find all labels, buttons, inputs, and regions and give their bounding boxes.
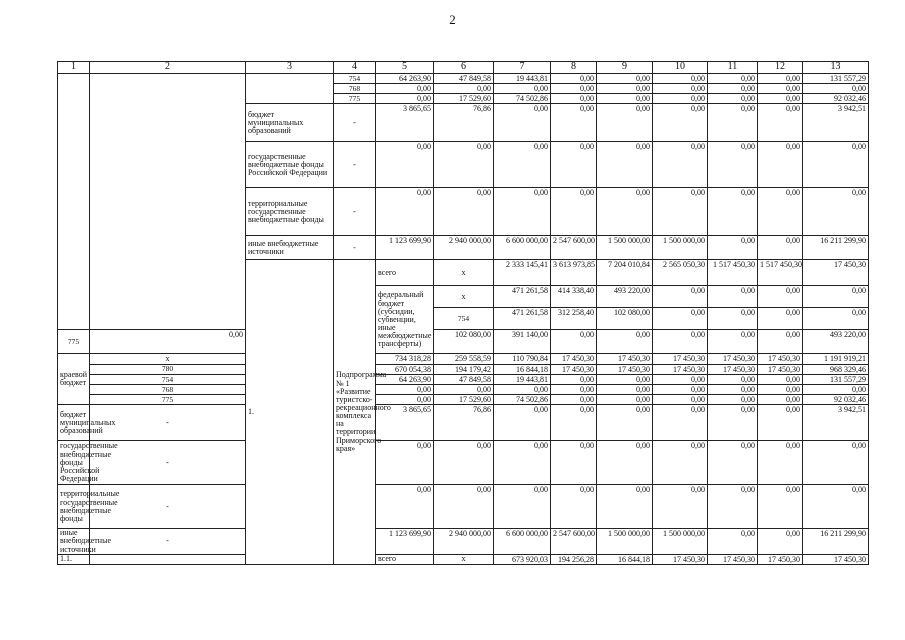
amount-cell: 0,00	[803, 308, 869, 330]
amount-cell: 0,00	[758, 104, 803, 142]
header-col-2: 2	[90, 62, 246, 74]
amount-cell: 3 942,51	[803, 104, 869, 142]
amount-cell: 0,00	[758, 395, 803, 405]
amount-cell: 312 258,40	[551, 308, 597, 330]
header-row	[58, 62, 869, 74]
budget-code-cell: 768	[90, 384, 246, 394]
budget-code-cell: -	[334, 236, 376, 260]
source-label-cell: территориальные государственные внебюджетные фонды	[246, 188, 334, 236]
table-row	[58, 330, 869, 354]
amount-cell: 0,00	[551, 330, 597, 354]
amount-cell: 17 450,30	[597, 354, 653, 364]
budget-table	[57, 61, 869, 565]
amount-cell: 76,86	[434, 104, 494, 142]
amount-cell: 0,00	[597, 405, 653, 441]
table-row	[58, 554, 869, 564]
header-col-6: 6	[434, 62, 494, 74]
amount-cell: 194 256,28	[551, 554, 597, 564]
amount-cell: 0,00	[708, 374, 758, 384]
header-col-1: 1	[58, 62, 90, 74]
amount-cell: 1 517 450,30	[758, 260, 803, 286]
header-col-10: 10	[653, 62, 708, 74]
amount-cell: 0,00	[653, 441, 708, 485]
amount-cell: 734 318,28	[376, 354, 434, 364]
table-row	[58, 354, 869, 364]
amount-cell: 0,00	[597, 104, 653, 142]
amount-cell: 0,00	[708, 308, 758, 330]
amount-cell: 493 220,00	[803, 330, 869, 354]
page-number: 2	[449, 12, 456, 27]
amount-cell: 1 191 919,21	[803, 354, 869, 364]
amount-cell: 102 080,00	[434, 330, 494, 354]
amount-cell: 0,00	[653, 74, 708, 84]
amount-cell: 0,00	[494, 441, 551, 485]
amount-cell: 0,00	[758, 330, 803, 354]
budget-code-cell: x	[90, 354, 246, 364]
amount-cell: 0,00	[551, 188, 597, 236]
amount-cell: 0,00	[597, 395, 653, 405]
amount-cell: 1 500 000,00	[653, 529, 708, 554]
amount-cell: 0,00	[708, 405, 758, 441]
amount-cell: 1 123 699,90	[376, 529, 434, 554]
amount-cell: 0,00	[653, 286, 708, 308]
amount-cell: 0,00	[708, 485, 758, 529]
amount-cell: 3 865,65	[376, 104, 434, 142]
amount-cell: 2 565 050,30	[653, 260, 708, 286]
amount-cell: 6 600 000,00	[494, 236, 551, 260]
budget-code-cell: 768	[334, 84, 376, 94]
amount-cell: 19 443,81	[494, 74, 551, 84]
amount-cell: 471 261,58	[494, 308, 551, 330]
amount-cell: 0,00	[597, 94, 653, 104]
amount-cell: 0,00	[708, 395, 758, 405]
amount-cell: 968 329,46	[803, 364, 869, 374]
amount-cell: 0,00	[434, 441, 494, 485]
program-number-cell: 1.	[246, 260, 334, 564]
budget-code-cell: x	[434, 286, 494, 308]
amount-cell: 64 263,90	[376, 374, 434, 384]
amount-cell: 19 443,81	[494, 374, 551, 384]
amount-cell: 0,00	[551, 374, 597, 384]
budget-code-cell: x	[434, 554, 494, 564]
amount-cell: 414 338,40	[551, 286, 597, 308]
amount-cell: 0,00	[653, 104, 708, 142]
source-label-cell: иные внебюджетные источники	[246, 236, 334, 260]
budget-code-cell: 775	[90, 395, 246, 405]
amount-cell: 0,00	[90, 330, 246, 354]
amount-cell: 102 080,00	[597, 308, 653, 330]
amount-cell: 0,00	[376, 395, 434, 405]
table-row	[58, 74, 869, 84]
amount-cell: 16 211 299,90	[803, 529, 869, 554]
amount-cell: 0,00	[376, 84, 434, 94]
table-row	[58, 485, 869, 529]
amount-cell: 0,00	[758, 485, 803, 529]
amount-cell: 17 529,60	[434, 395, 494, 405]
amount-cell: 1 517 450,30	[708, 260, 758, 286]
amount-cell: 0,00	[758, 529, 803, 554]
amount-cell: 0,00	[758, 94, 803, 104]
amount-cell: 0,00	[494, 188, 551, 236]
amount-cell: 17 450,30	[551, 364, 597, 374]
amount-cell: 0,00	[708, 236, 758, 260]
item-name-cell	[90, 74, 246, 330]
table-row	[58, 441, 869, 485]
amount-cell: 7 204 010,84	[597, 260, 653, 286]
amount-cell: 0,00	[758, 384, 803, 394]
amount-cell: 17 450,30	[708, 364, 758, 374]
amount-cell: 0,00	[653, 395, 708, 405]
amount-cell: 0,00	[708, 286, 758, 308]
amount-cell: 17 450,30	[653, 354, 708, 364]
amount-cell: 0,00	[653, 142, 708, 188]
budget-code-cell: -	[334, 188, 376, 236]
table-row	[58, 364, 869, 374]
table-row	[58, 529, 869, 554]
amount-cell: 0,00	[597, 84, 653, 94]
amount-cell: 0,00	[758, 405, 803, 441]
amount-cell: 0,00	[597, 330, 653, 354]
amount-cell: 17 450,30	[653, 554, 708, 564]
amount-cell: 0,00	[597, 374, 653, 384]
amount-cell: 2 547 600,00	[551, 529, 597, 554]
table-row	[58, 405, 869, 441]
amount-cell: 16 211 299,90	[803, 236, 869, 260]
budget-code-cell: -	[90, 405, 246, 441]
amount-cell: 0,00	[758, 188, 803, 236]
amount-cell: 0,00	[758, 142, 803, 188]
budget-code-cell: -	[90, 485, 246, 529]
amount-cell: 0,00	[758, 286, 803, 308]
budget-code-cell: -	[90, 441, 246, 485]
amount-cell: 0,00	[708, 188, 758, 236]
amount-cell: 673 920,03	[494, 554, 551, 564]
header-col-7: 7	[494, 62, 551, 74]
amount-cell: 3 942,51	[803, 405, 869, 441]
amount-cell: 0,00	[803, 84, 869, 94]
amount-cell: 17 450,30	[708, 354, 758, 364]
amount-cell: 1 500 000,00	[653, 236, 708, 260]
amount-cell: 0,00	[597, 485, 653, 529]
budget-code-cell: 780	[90, 364, 246, 374]
amount-cell: 493 220,00	[597, 286, 653, 308]
amount-cell: 131 557,29	[803, 74, 869, 84]
amount-cell: 17 450,30	[803, 554, 869, 564]
amount-cell: 0,00	[597, 142, 653, 188]
amount-cell: 0,00	[708, 330, 758, 354]
amount-cell: 0,00	[551, 84, 597, 94]
header-col-4: 4	[334, 62, 376, 74]
source-label-cell: всего	[376, 260, 434, 286]
amount-cell: 2 333 145,41	[494, 260, 551, 286]
amount-cell: 92 032,46	[803, 395, 869, 405]
table-row	[58, 374, 869, 384]
amount-cell: 0,00	[708, 529, 758, 554]
amount-cell: 76,86	[434, 405, 494, 441]
amount-cell: 3 613 973,85	[551, 260, 597, 286]
budget-code-cell: 754	[434, 308, 494, 330]
amount-cell: 1 500 000,00	[597, 529, 653, 554]
amount-cell: 17 450,30	[803, 260, 869, 286]
amount-cell: 471 261,58	[494, 286, 551, 308]
amount-cell: 0,00	[708, 74, 758, 84]
source-label-cell: всего	[376, 554, 434, 564]
amount-cell: 0,00	[597, 384, 653, 394]
source-label-cell: бюджет муниципальных образований	[246, 104, 334, 142]
source-label-cell: федеральный бюджет (субсидии, субвенции, иные межбюджетные трансферты)	[376, 286, 434, 354]
header-col-13: 13	[803, 62, 869, 74]
amount-cell: 0,00	[551, 74, 597, 84]
amount-cell: 0,00	[494, 405, 551, 441]
amount-cell: 0,00	[376, 384, 434, 394]
amount-cell: 0,00	[803, 485, 869, 529]
amount-cell: 0,00	[803, 441, 869, 485]
budget-code-cell: -	[334, 104, 376, 142]
amount-cell: 0,00	[803, 188, 869, 236]
amount-cell: 64 263,90	[376, 74, 434, 84]
amount-cell: 17 450,30	[708, 554, 758, 564]
amount-cell: 0,00	[376, 441, 434, 485]
amount-cell: 0,00	[376, 188, 434, 236]
amount-cell: 0,00	[597, 74, 653, 84]
header-col-3: 3	[246, 62, 334, 74]
budget-code-cell: x	[434, 260, 494, 286]
source-label-cell: краевой бюджет	[58, 354, 90, 405]
amount-cell: 17 450,30	[758, 354, 803, 364]
amount-cell: 0,00	[708, 441, 758, 485]
amount-cell: 0,00	[434, 485, 494, 529]
amount-cell: 131 557,29	[803, 374, 869, 384]
amount-cell: 0,00	[551, 395, 597, 405]
amount-cell: 0,00	[708, 104, 758, 142]
amount-cell: 0,00	[653, 94, 708, 104]
amount-cell: 0,00	[551, 441, 597, 485]
amount-cell: 0,00	[551, 142, 597, 188]
budget-code-cell: -	[90, 529, 246, 554]
amount-cell: 0,00	[758, 308, 803, 330]
amount-cell: 0,00	[434, 142, 494, 188]
amount-cell: 0,00	[708, 384, 758, 394]
table-row	[58, 395, 869, 405]
amount-cell: 0,00	[758, 236, 803, 260]
amount-cell: 17 450,30	[653, 364, 708, 374]
amount-cell: 0,00	[708, 142, 758, 188]
amount-cell: 17 450,30	[758, 554, 803, 564]
amount-cell: 0,00	[653, 84, 708, 94]
amount-cell: 0,00	[434, 188, 494, 236]
amount-cell: 0,00	[653, 485, 708, 529]
amount-cell: 74 502,86	[494, 395, 551, 405]
source-label-cell: государственные внебюджетные фонды Российской Федерации	[246, 142, 334, 188]
table-row	[58, 384, 869, 394]
item-name-cell	[90, 554, 246, 564]
amount-cell: 0,00	[494, 384, 551, 394]
amount-cell: 0,00	[551, 94, 597, 104]
amount-cell: 0,00	[653, 308, 708, 330]
amount-cell: 0,00	[758, 374, 803, 384]
amount-cell: 194 179,42	[434, 364, 494, 374]
program-name-cell: Подпрограмма № 1 «Развитие туристско-рекреационного комплекса на территории Приморского края»	[334, 260, 376, 564]
amount-cell: 47 849,58	[434, 374, 494, 384]
budget-code-cell: 775	[58, 330, 90, 354]
amount-cell: 0,00	[758, 441, 803, 485]
amount-cell: 0,00	[708, 94, 758, 104]
amount-cell: 0,00	[494, 142, 551, 188]
amount-cell: 0,00	[708, 84, 758, 94]
amount-cell: 0,00	[434, 384, 494, 394]
amount-cell: 0,00	[653, 405, 708, 441]
amount-cell: 1 123 699,90	[376, 236, 434, 260]
amount-cell: 0,00	[653, 188, 708, 236]
header-col-5: 5	[376, 62, 434, 74]
amount-cell: 0,00	[803, 142, 869, 188]
budget-code-cell: -	[334, 142, 376, 188]
amount-cell: 16 844,18	[597, 554, 653, 564]
amount-cell: 391 140,00	[494, 330, 551, 354]
amount-cell: 0,00	[434, 84, 494, 94]
amount-cell: 0,00	[494, 485, 551, 529]
source-label-cell	[246, 74, 334, 104]
amount-cell: 0,00	[376, 485, 434, 529]
amount-cell: 670 054,38	[376, 364, 434, 374]
amount-cell: 0,00	[597, 441, 653, 485]
amount-cell: 0,00	[758, 84, 803, 94]
amount-cell: 0,00	[803, 286, 869, 308]
amount-cell: 17 450,30	[758, 364, 803, 374]
amount-cell: 1 500 000,00	[597, 236, 653, 260]
amount-cell: 2 940 000,00	[434, 236, 494, 260]
amount-cell: 0,00	[551, 104, 597, 142]
amount-cell: 0,00	[494, 104, 551, 142]
source-label-cell: бюджет муниципальных образований	[58, 405, 90, 441]
amount-cell: 110 790,84	[494, 354, 551, 364]
amount-cell: 0,00	[758, 74, 803, 84]
amount-cell: 0,00	[494, 84, 551, 94]
amount-cell: 92 032,46	[803, 94, 869, 104]
amount-cell: 6 600 000,00	[494, 529, 551, 554]
amount-cell: 2 940 000,00	[434, 529, 494, 554]
amount-cell: 0,00	[653, 374, 708, 384]
amount-cell: 17 450,30	[597, 364, 653, 374]
amount-cell: 0,00	[376, 94, 434, 104]
amount-cell: 259 558,59	[434, 354, 494, 364]
header-col-8: 8	[551, 62, 597, 74]
amount-cell: 0,00	[376, 142, 434, 188]
amount-cell: 0,00	[653, 384, 708, 394]
source-label-cell: иные внебюджетные источники	[58, 529, 90, 554]
amount-cell: 0,00	[551, 384, 597, 394]
amount-cell: 17 529,60	[434, 94, 494, 104]
budget-code-cell: 775	[334, 94, 376, 104]
header-col-12: 12	[758, 62, 803, 74]
amount-cell: 0,00	[653, 330, 708, 354]
source-label-cell: государственные внебюджетные фонды Российской Федерации	[58, 441, 90, 485]
source-label-cell: территориальные государственные внебюджетные фонды	[58, 485, 90, 529]
budget-code-cell: 754	[90, 374, 246, 384]
item-number-cell: 1.1.	[58, 554, 90, 564]
header-col-9: 9	[597, 62, 653, 74]
amount-cell: 74 502,86	[494, 94, 551, 104]
item-number-cell	[58, 74, 90, 330]
amount-cell: 0,00	[597, 188, 653, 236]
amount-cell: 0,00	[803, 384, 869, 394]
amount-cell: 2 547 600,00	[551, 236, 597, 260]
header-col-11: 11	[708, 62, 758, 74]
amount-cell: 3 865,65	[376, 405, 434, 441]
amount-cell: 16 844,18	[494, 364, 551, 374]
amount-cell: 17 450,30	[551, 354, 597, 364]
amount-cell: 47 849,58	[434, 74, 494, 84]
amount-cell: 0,00	[551, 485, 597, 529]
amount-cell: 0,00	[551, 405, 597, 441]
budget-code-cell: 754	[334, 74, 376, 84]
